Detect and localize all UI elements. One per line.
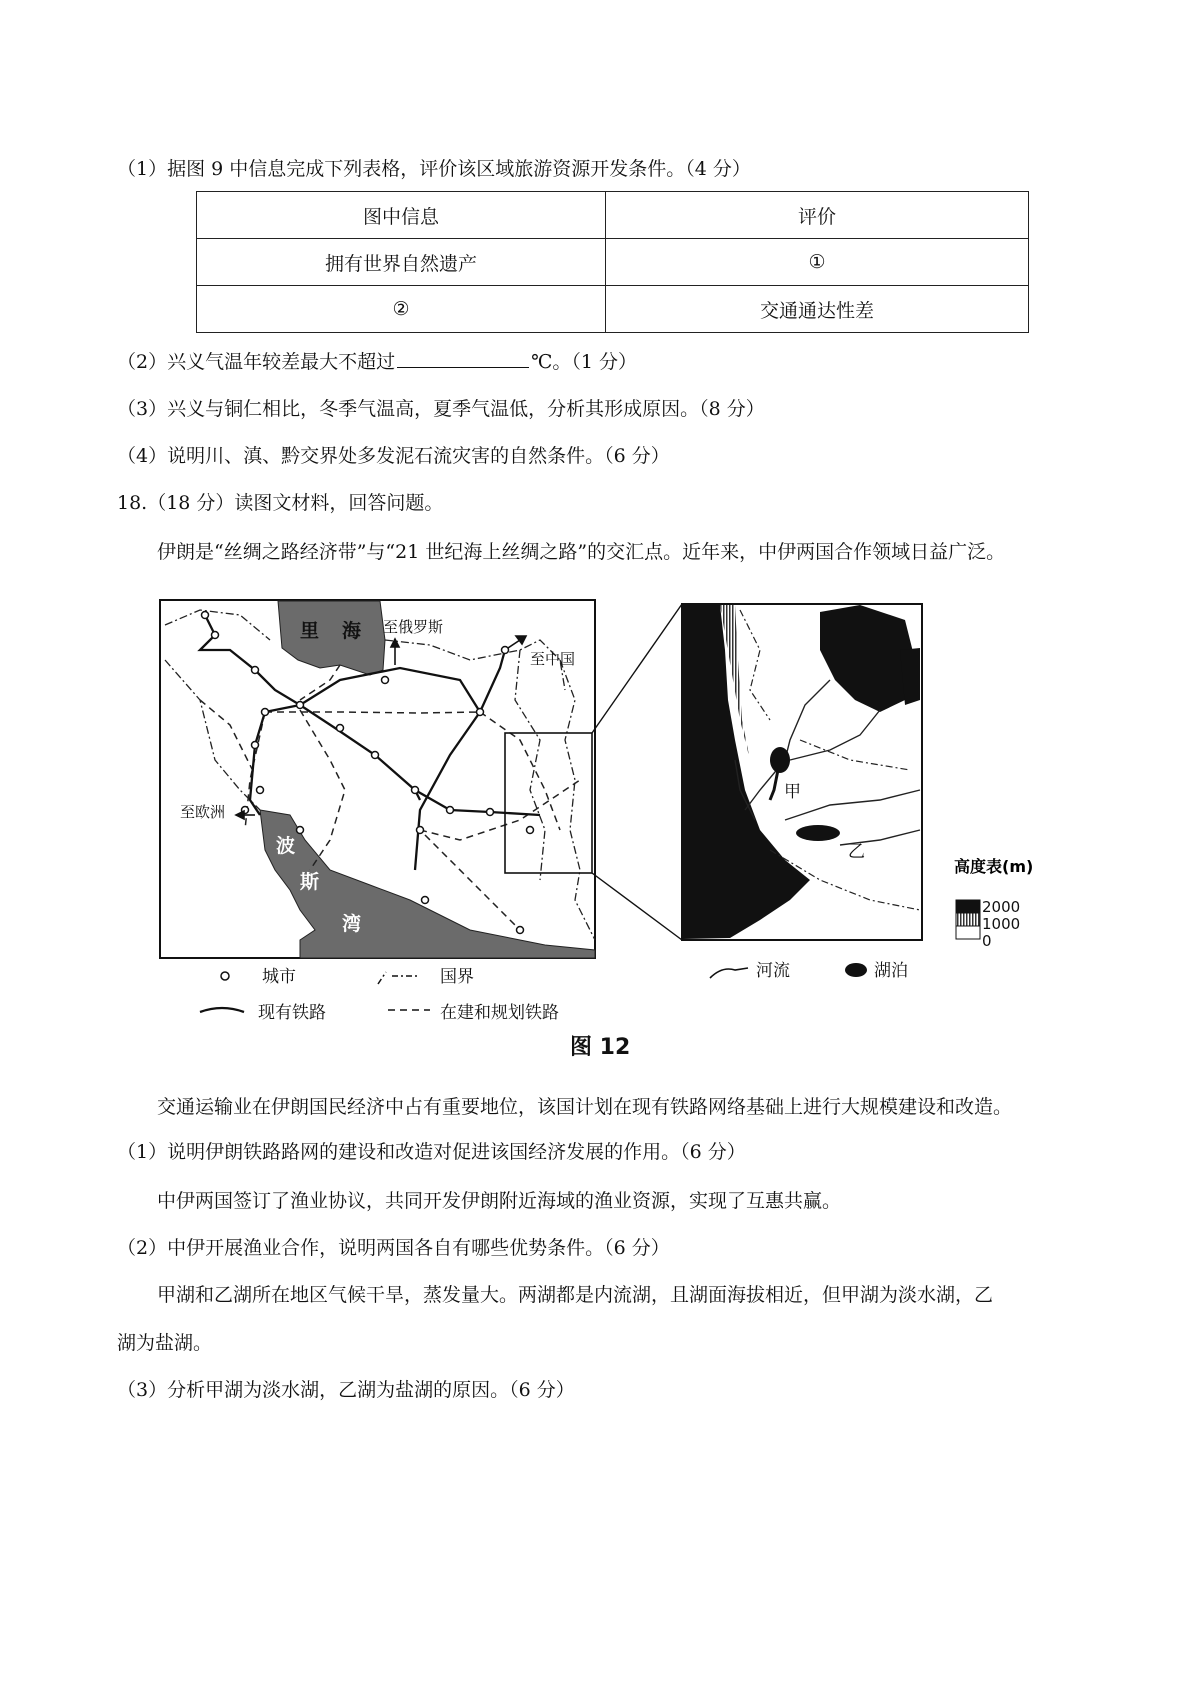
table-cell: 交通通达性差 xyxy=(606,286,1029,333)
connector-line-top xyxy=(592,604,682,733)
table-cell: 拥有世界自然遗产 xyxy=(197,239,606,286)
elevation-0-label: 0 xyxy=(982,932,992,950)
table-header-info: 图中信息 xyxy=(197,192,606,239)
q17-part1: （1）据图 9 中信息完成下列表格，评价该区域旅游资源开发条件。（4 分） xyxy=(117,158,751,180)
to-europe-label: 至欧洲 xyxy=(180,803,226,821)
q18-para2: 中伊两国签订了渔业协议，共同开发伊朗附近海域的渔业资源，实现了互惠共赢。 xyxy=(157,1190,842,1212)
legend-lake-label: 湖泊 xyxy=(874,961,908,981)
q17-part4: （4）说明川、滇、黔交界处多发泥石流灾害的自然条件。（6 分） xyxy=(117,445,670,467)
q18-intro: 伊朗是“丝绸之路经济带”与“21 世纪海上丝绸之路”的交汇点。近年来，中伊两国合作领域日益广泛。 xyxy=(157,541,1006,563)
legend-existing-rail-label: 现有铁路 xyxy=(258,1003,326,1023)
lake-yi-label: 乙 xyxy=(848,842,865,862)
figure-caption: 图 12 xyxy=(570,1035,631,1060)
answer-blank[interactable] xyxy=(397,349,529,368)
legend-existing-rail-icon xyxy=(200,1008,244,1012)
q18-part2: （2）中伊开展渔业合作，说明两国各自有哪些优势条件。（6 分） xyxy=(117,1237,670,1259)
q17-part2-unit: ℃。（1 分） xyxy=(531,351,637,373)
q18-para3-line1: 甲湖和乙湖所在地区气候干旱，蒸发量大。两湖都是内流湖，且湖面海拔相近，但甲湖为淡水湖，乙 xyxy=(157,1284,994,1306)
legend-city-icon xyxy=(221,972,229,980)
q17-part2 xyxy=(117,349,637,375)
gulf-label-2: 斯 xyxy=(300,871,320,893)
gulf-label-3: 湾 xyxy=(342,913,362,935)
legend-border-icon xyxy=(378,972,420,984)
map-legend xyxy=(200,961,908,1023)
lake-jia xyxy=(770,747,790,773)
q18-part3: （3）分析甲湖为淡水湖，乙湖为盐湖的原因。（6 分） xyxy=(117,1379,575,1401)
q17-part2-text: （2）兴义气温年较差最大不超过 xyxy=(117,351,396,373)
lake-jia-label: 甲 xyxy=(784,782,801,802)
legend-planned-rail-label: 在建和规划铁路 xyxy=(440,1003,559,1023)
q17-part3: （3）兴义与铜仁相比，冬季气温高，夏季气温低，分析其形成原因。（8 分） xyxy=(117,398,765,420)
table-header-eval: 评价 xyxy=(606,192,1029,239)
to-russia-label: 至俄罗斯 xyxy=(383,618,444,636)
legend-river-icon xyxy=(710,968,748,978)
figure-12-map xyxy=(0,590,1200,1090)
to-china-label: 至中国 xyxy=(530,650,576,668)
q18-para3-line2: 湖为盐湖。 xyxy=(117,1332,213,1354)
caspian-label-2: 海 xyxy=(342,620,362,642)
evaluation-table xyxy=(196,191,1029,333)
legend-city-label: 城市 xyxy=(262,967,296,987)
lake-yi xyxy=(796,825,840,841)
caspian-label-1: 里 xyxy=(300,620,320,642)
elevation-legend-title: 高度表(m) xyxy=(954,857,1034,876)
table-row xyxy=(197,286,1029,333)
table-row xyxy=(197,239,1029,286)
legend-border-label: 国界 xyxy=(440,967,474,987)
q18-para1: 交通运输业在伊朗国民经济中占有重要地位，该国计划在现有铁路网络基础上进行大规模建设和改造。 xyxy=(157,1096,1013,1118)
q18-heading: 18.（18 分）读图文材料，回答问题。 xyxy=(117,492,444,514)
gulf-label-1: 波 xyxy=(276,835,296,857)
elevation-2000-label: 2000 xyxy=(982,898,1021,916)
elevation-scale xyxy=(956,900,980,939)
table-cell: ① xyxy=(606,239,1029,286)
elevation-1000-label: 1000 xyxy=(982,915,1021,933)
table-header-row xyxy=(197,192,1029,239)
legend-river-label: 河流 xyxy=(756,961,790,981)
legend-lake-icon xyxy=(845,963,867,977)
q18-part1: （1）说明伊朗铁路路网的建设和改造对促进该国经济发展的作用。（6 分） xyxy=(117,1141,746,1163)
connector-line-bottom xyxy=(592,873,682,940)
table-cell: ② xyxy=(197,286,606,333)
